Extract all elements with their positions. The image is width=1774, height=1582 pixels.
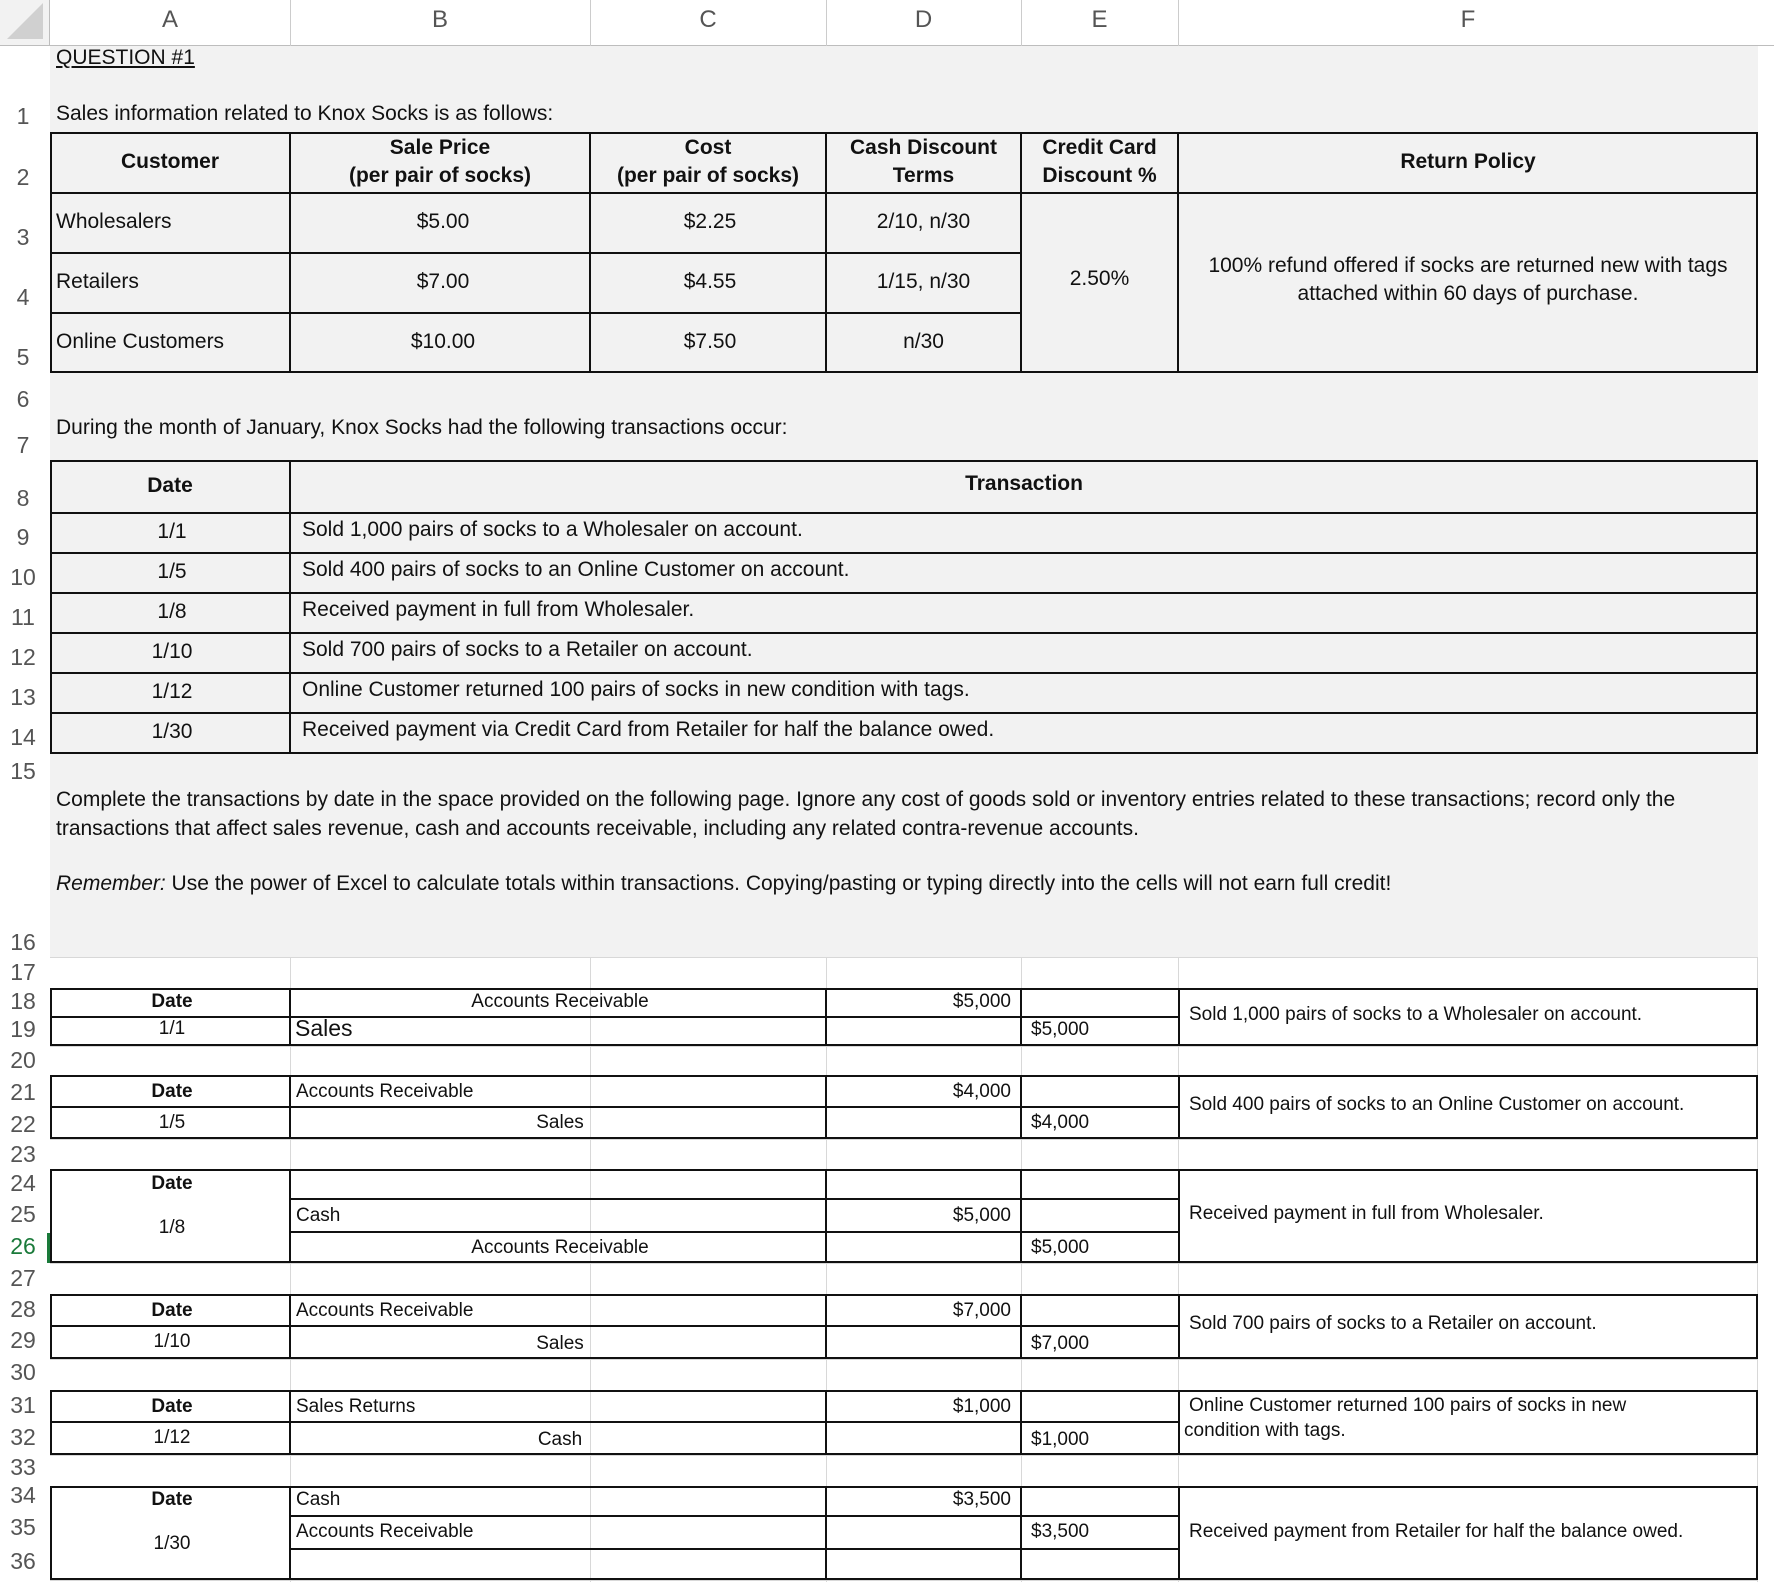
row-header[interactable]: 21 xyxy=(10,1079,36,1105)
column-header-a-label: A xyxy=(161,6,178,33)
row-header[interactable]: 28 xyxy=(10,1296,36,1322)
row-header[interactable]: 18 xyxy=(10,988,36,1014)
transaction-date[interactable]: 1/12 xyxy=(151,680,193,703)
terms-cell[interactable]: 1/15, n/30 xyxy=(876,270,971,293)
entry-credit-account[interactable]: Accounts Receivable xyxy=(471,1237,649,1258)
entry-debit-account[interactable]: Accounts Receivable xyxy=(296,1081,474,1102)
row-header[interactable]: 19 xyxy=(10,1016,36,1042)
row-header[interactable]: 8 xyxy=(16,485,30,511)
row-header[interactable]: 3 xyxy=(16,224,30,250)
instructions-text[interactable]: Complete the transactions by date in the space provided on the following page. Ignore any cost of goods sold or inventory entries related to these transactions; record only the transactions that affect sales revenue, cash and accounts receivable, including any related contra-revenue accounts. xyxy=(56,788,1676,840)
entry-debit-amount[interactable]: $5,000 xyxy=(952,1205,1011,1226)
transaction-date[interactable]: 1/1 xyxy=(157,520,187,543)
transaction-text[interactable]: Sold 400 pairs of socks to an Online Customer on account. xyxy=(302,558,850,581)
row-header[interactable]: 24 xyxy=(10,1170,36,1196)
entry-credit-account[interactable]: Accounts Receivable xyxy=(296,1521,474,1542)
column-header-b[interactable] xyxy=(290,6,590,40)
row-header[interactable]: 11 xyxy=(11,604,35,630)
entry-description[interactable]: Sold 700 pairs of socks to a Retailer on account. xyxy=(1189,1313,1597,1334)
return-policy-line-2: attached within 60 days of purchase. xyxy=(1297,282,1639,305)
transactions-date-header[interactable]: Date xyxy=(147,474,193,497)
transaction-text[interactable]: Received payment via Credit Card from Retailer for half the balance owed. xyxy=(302,718,995,741)
credit-card-discount-cell[interactable]: 2.50% xyxy=(1069,267,1130,290)
header-customer[interactable]: Customer xyxy=(120,150,220,173)
customer-cell[interactable]: Online Customers xyxy=(56,330,225,353)
row-header[interactable]: 25 xyxy=(10,1201,36,1227)
row-header[interactable]: 33 xyxy=(10,1454,36,1480)
column-header-a[interactable] xyxy=(50,6,290,40)
column-header-d[interactable] xyxy=(826,6,1021,40)
header-credit-card[interactable]: Credit Card xyxy=(1042,136,1157,159)
customer-cell[interactable]: Wholesalers xyxy=(56,210,172,233)
header-sale-price[interactable]: Sale Price xyxy=(389,136,491,159)
remember-note[interactable] xyxy=(56,870,1391,898)
entry-date[interactable]: 1/8 xyxy=(158,1217,186,1238)
row-header[interactable]: 32 xyxy=(10,1424,36,1450)
row-header[interactable]: 7 xyxy=(16,432,30,458)
customer-cell[interactable]: Retailers xyxy=(56,270,139,293)
cost-cell[interactable]: $7.50 xyxy=(683,330,737,353)
row-header[interactable]: 27 xyxy=(10,1265,36,1291)
entry-description[interactable]: Sold 400 pairs of socks to an Online Customer on account. xyxy=(1189,1094,1685,1115)
row-header[interactable]: 15 xyxy=(10,758,36,784)
entry-date[interactable]: 1/30 xyxy=(153,1533,191,1554)
column-header-f[interactable] xyxy=(1178,6,1758,40)
row-header[interactable]: 1 xyxy=(16,103,30,129)
intro-text[interactable]: Sales information related to Knox Socks is as follows: xyxy=(56,102,554,125)
row-header[interactable]: 16 xyxy=(10,929,36,955)
transactions-intro[interactable]: During the month of January, Knox Socks had the following transactions occur: xyxy=(56,416,788,439)
entry-credit-amount[interactable]: $7,000 xyxy=(1031,1333,1090,1354)
row-header[interactable]: 17 xyxy=(10,959,36,985)
transaction-text[interactable]: Online Customer returned 100 pairs of socks in new condition with tags. xyxy=(302,678,970,701)
entry-date-label[interactable]: Date xyxy=(151,991,193,1012)
price-cell[interactable]: $7.00 xyxy=(416,270,470,293)
row-header[interactable]: 13 xyxy=(10,684,36,710)
column-header-e[interactable] xyxy=(1021,6,1178,40)
row-header[interactable]: 4 xyxy=(16,284,30,310)
entry-credit-amount[interactable]: $5,000 xyxy=(1031,1019,1090,1040)
entry-date-label[interactable]: Date xyxy=(151,1300,193,1321)
entry-credit-account[interactable]: Sales xyxy=(536,1333,584,1354)
entry-credit-amount[interactable]: $5,000 xyxy=(1031,1237,1090,1258)
entry-debit-account[interactable]: Cash xyxy=(296,1205,341,1226)
row-header[interactable]: 36 xyxy=(10,1548,36,1574)
row-header[interactable]: 22 xyxy=(10,1111,36,1137)
entry-credit-account[interactable]: Sales xyxy=(536,1112,584,1133)
entry-credit-account[interactable]: Sales xyxy=(295,1015,353,1041)
column-header-b-label: B xyxy=(431,6,448,33)
entry-debit-amount[interactable]: $3,500 xyxy=(952,1489,1011,1510)
row-header[interactable]: 6 xyxy=(16,386,30,412)
row-header[interactable]: 31 xyxy=(10,1392,36,1418)
entry-debit-amount[interactable]: $4,000 xyxy=(952,1081,1011,1102)
row-header[interactable]: 35 xyxy=(10,1514,36,1540)
question-title[interactable]: QUESTION #1 xyxy=(56,46,195,69)
column-header-e-label: E xyxy=(1091,6,1108,33)
select-all-corner[interactable] xyxy=(0,0,50,46)
entry-description[interactable]: Received payment from Retailer for half the balance owed. xyxy=(1189,1521,1684,1542)
entry-description[interactable]: Sold 1,000 pairs of socks to a Wholesaler on account. xyxy=(1189,1004,1643,1025)
column-header-c[interactable] xyxy=(590,6,826,40)
entry-debit-account[interactable]: Cash xyxy=(296,1489,341,1510)
price-cell[interactable]: $5.00 xyxy=(416,210,470,233)
transaction-date[interactable]: 1/30 xyxy=(151,720,193,743)
entry-date[interactable]: 1/12 xyxy=(153,1427,191,1448)
header-cash-discount-sub: Terms xyxy=(892,164,955,187)
header-cost-sub: (per pair of socks) xyxy=(616,164,800,187)
row-header[interactable]: 34 xyxy=(10,1482,36,1508)
row-header-column xyxy=(0,46,50,1582)
entry-description-cont: condition with tags. xyxy=(1184,1420,1346,1441)
header-cash-discount[interactable]: Cash Discount xyxy=(849,136,998,159)
entry-debit-account[interactable]: Sales Returns xyxy=(296,1396,416,1417)
entry-date-label[interactable]: Date xyxy=(151,1489,193,1510)
entry-date[interactable]: 1/10 xyxy=(153,1331,191,1352)
transaction-text[interactable]: Sold 700 pairs of socks to a Retailer on account. xyxy=(302,638,753,661)
row-header[interactable]: 10 xyxy=(10,564,36,590)
header-return-policy[interactable]: Return Policy xyxy=(1400,150,1536,173)
transaction-text[interactable]: Received payment in full from Wholesaler. xyxy=(302,598,695,621)
entry-debit-account[interactable]: Accounts Receivable xyxy=(296,1300,474,1321)
entry-date[interactable]: 1/5 xyxy=(158,1112,186,1133)
entry-description[interactable]: Received payment in full from Wholesaler. xyxy=(1189,1203,1544,1224)
entry-credit-amount[interactable]: $4,000 xyxy=(1031,1112,1090,1133)
header-credit-card-sub: Discount % xyxy=(1042,164,1157,187)
entry-debit-amount[interactable]: $5,000 xyxy=(952,991,1011,1012)
entry-debit-account[interactable]: Accounts Receivable xyxy=(471,991,649,1012)
entry-credit-account[interactable]: Cash xyxy=(537,1429,583,1450)
header-cost[interactable]: Cost xyxy=(684,136,732,159)
row-header[interactable]: 12 xyxy=(10,644,36,670)
return-policy-line-1[interactable]: 100% refund offered if socks are returned new with tags xyxy=(1208,254,1728,277)
entry-debit-amount[interactable]: $7,000 xyxy=(952,1300,1011,1321)
transactions-transaction-header[interactable]: Transaction xyxy=(965,472,1083,495)
transaction-date[interactable]: 1/5 xyxy=(157,560,187,583)
header-sale-price-sub: (per pair of socks) xyxy=(348,164,532,187)
entry-credit-amount[interactable]: $3,500 xyxy=(1031,1521,1090,1542)
column-header-c-label: C xyxy=(699,6,717,33)
remember-label: Remember: xyxy=(56,872,166,895)
cost-cell[interactable]: $4.55 xyxy=(683,270,737,293)
entry-date-label[interactable]: Date xyxy=(151,1081,193,1102)
remember-text: Use the power of Excel to calculate totals within transactions. Copying/pasting or typing directly into the cells will not earn full credit! xyxy=(165,872,1392,895)
row-header-active[interactable]: 26 xyxy=(10,1233,36,1259)
transaction-text[interactable]: Sold 1,000 pairs of socks to a Wholesaler on account. xyxy=(302,518,803,541)
price-cell[interactable]: $10.00 xyxy=(410,330,476,353)
entry-description[interactable]: Online Customer returned 100 pairs of socks in new xyxy=(1189,1395,1627,1416)
row-header[interactable]: 23 xyxy=(10,1141,36,1167)
row-header[interactable]: 9 xyxy=(16,524,30,550)
entry-date-label[interactable]: Date xyxy=(151,1396,193,1417)
entry-date[interactable]: 1/1 xyxy=(158,1018,186,1039)
transaction-date[interactable]: 1/8 xyxy=(157,600,187,623)
entry-debit-amount[interactable]: $1,000 xyxy=(952,1396,1011,1417)
row-header[interactable]: 2 xyxy=(16,164,30,190)
entry-date-label[interactable]: Date xyxy=(151,1173,193,1194)
transaction-date[interactable]: 1/10 xyxy=(151,640,193,663)
column-header-f-label: F xyxy=(1460,6,1476,33)
entry-credit-amount[interactable]: $1,000 xyxy=(1031,1429,1090,1450)
row-header[interactable]: 29 xyxy=(10,1327,36,1353)
terms-cell[interactable]: n/30 xyxy=(903,330,944,353)
row-header[interactable]: 30 xyxy=(10,1359,36,1385)
terms-cell[interactable]: 2/10, n/30 xyxy=(876,210,971,233)
cost-cell[interactable]: $2.25 xyxy=(683,210,737,233)
row-header[interactable]: 14 xyxy=(10,724,36,750)
column-header-d-label: D xyxy=(914,6,933,33)
row-header[interactable]: 20 xyxy=(10,1047,36,1073)
row-header[interactable]: 5 xyxy=(16,344,30,370)
